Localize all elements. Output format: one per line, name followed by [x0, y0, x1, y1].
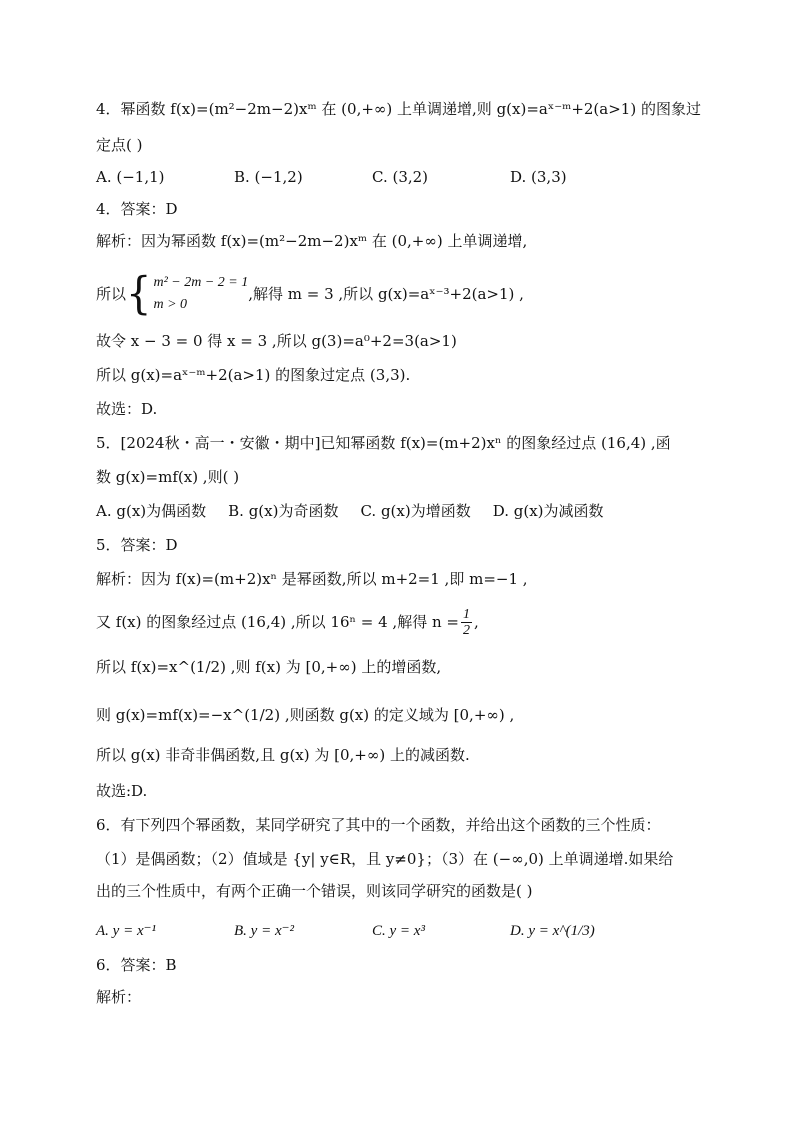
equation-system — [126, 268, 249, 320]
q5-options — [96, 500, 724, 522]
q4-analysis-2-suffix: ,解得 m = 3 ,所以 g(x)=aˣ⁻³+2(a>1) , — [248, 285, 524, 303]
q4-option-c: C. (3,2) — [372, 168, 429, 186]
q4-conclusion: 故选：D. — [96, 400, 158, 418]
q5-analysis-line-4: 则 g(x)=mf(x)=−x^(1/2) ,则函数 g(x) 的定义域为 [0,+∞) , — [96, 706, 515, 724]
q6-option-d: D. y = x^(1/3) — [510, 923, 595, 939]
q4-option-b: B. (−1,2) — [234, 168, 303, 186]
left-brace: { — [126, 268, 152, 320]
q4-analysis-line-3: 故令 x − 3 = 0 得 x = 3 ,所以 g(3)=a⁰+2=3(a>1) — [96, 332, 457, 350]
q5-analysis-line-3: 所以 f(x)=x^(1/2) ,则 f(x) 为 [0,+∞) 上的增函数, — [96, 658, 442, 676]
fraction-numerator: 1 — [462, 606, 470, 622]
q4-answer: 4．答案：D — [96, 200, 178, 218]
q6-option-b: B. y = x⁻² — [234, 923, 295, 939]
q4-analysis-line-4: 所以 g(x)=aˣ⁻ᵐ+2(a>1) 的图象过定点 (3,3). — [96, 366, 411, 384]
q5-stem-line-1: 5．[2024秋・高一・安徽・期中]已知幂函数 f(x)=(m+2)xⁿ 的图象经过点 (16,4) ,函 — [96, 434, 671, 452]
q5-option-c: C. g(x)为增函数 — [360, 502, 471, 520]
q4-option-d: D. (3,3) — [510, 168, 567, 186]
q5-analysis-line-5: 所以 g(x) 非奇非偶函数,且 g(x) 为 [0,+∞) 上的减函数. — [96, 746, 470, 764]
q5-analysis-line-2 — [96, 604, 724, 640]
q6-analysis: 解析： — [96, 988, 142, 1006]
q6-option-a: A. y = x⁻¹ — [96, 923, 157, 939]
q5-analysis-2-prefix: 又 f(x) 的图象经过点 (16,4) ,所以 16ⁿ = 4 ,解得 n = — [96, 613, 459, 631]
q6-answer: 6．答案：B — [96, 956, 177, 974]
q5-analysis-line-1: 解析：因为 f(x)=(m+2)xⁿ 是幂函数,所以 m+2=1 ,即 m=−1 , — [96, 570, 528, 588]
q6-stem-line-3: 出的三个性质中，有两个正确一个错误，则该同学研究的函数是( ) — [96, 882, 533, 900]
q5-stem-line-2: 数 g(x)=mf(x) ,则( ) — [96, 468, 240, 486]
q4-options — [96, 166, 724, 188]
q5-conclusion: 故选:D. — [96, 782, 148, 800]
q6-options — [96, 920, 724, 942]
q6-option-c: C. y = x³ — [372, 923, 425, 939]
q4-analysis-2-prefix: 所以 — [96, 285, 127, 303]
q5-option-a: A. g(x)为偶函数 — [96, 502, 207, 520]
q6-stem-line-2: （1）是偶函数；（2）值域是 {y| y∈R，且 y≠0}；（3）在 (−∞,0) 上单调递增.如果给 — [96, 850, 674, 868]
q5-answer: 5．答案：D — [96, 536, 178, 554]
q4-option-a: A. (−1,1) — [96, 168, 165, 186]
q5-option-b: B. g(x)为奇函数 — [228, 502, 339, 520]
system-row-2: m > 0 — [153, 297, 188, 312]
q5-option-d: D. g(x)为减函数 — [492, 502, 604, 520]
system-row-1: m² − 2m − 2 = 1 — [153, 275, 249, 290]
q4-analysis-line-1: 解析：因为幂函数 f(x)=(m²−2m−2)xᵐ 在 (0,+∞) 上单调递增, — [96, 232, 528, 250]
fraction-denominator: 2 — [462, 622, 470, 638]
q6-stem-line-1: 6．有下列四个幂函数，某同学研究了其中的一个函数，并给出这个函数的三个性质： — [96, 816, 661, 834]
fraction-one-half — [461, 607, 472, 638]
q4-analysis-line-2 — [96, 268, 724, 320]
q4-stem-line-2: 定点( ) — [96, 136, 143, 154]
q5-analysis-2-suffix: , — [473, 613, 479, 631]
q4-stem-line-1: 4．幂函数 f(x)=(m²−2m−2)xᵐ 在 (0,+∞) 上单调递增,则 g(x)=aˣ⁻ᵐ+2(a>1) 的图象过 — [96, 100, 701, 118]
